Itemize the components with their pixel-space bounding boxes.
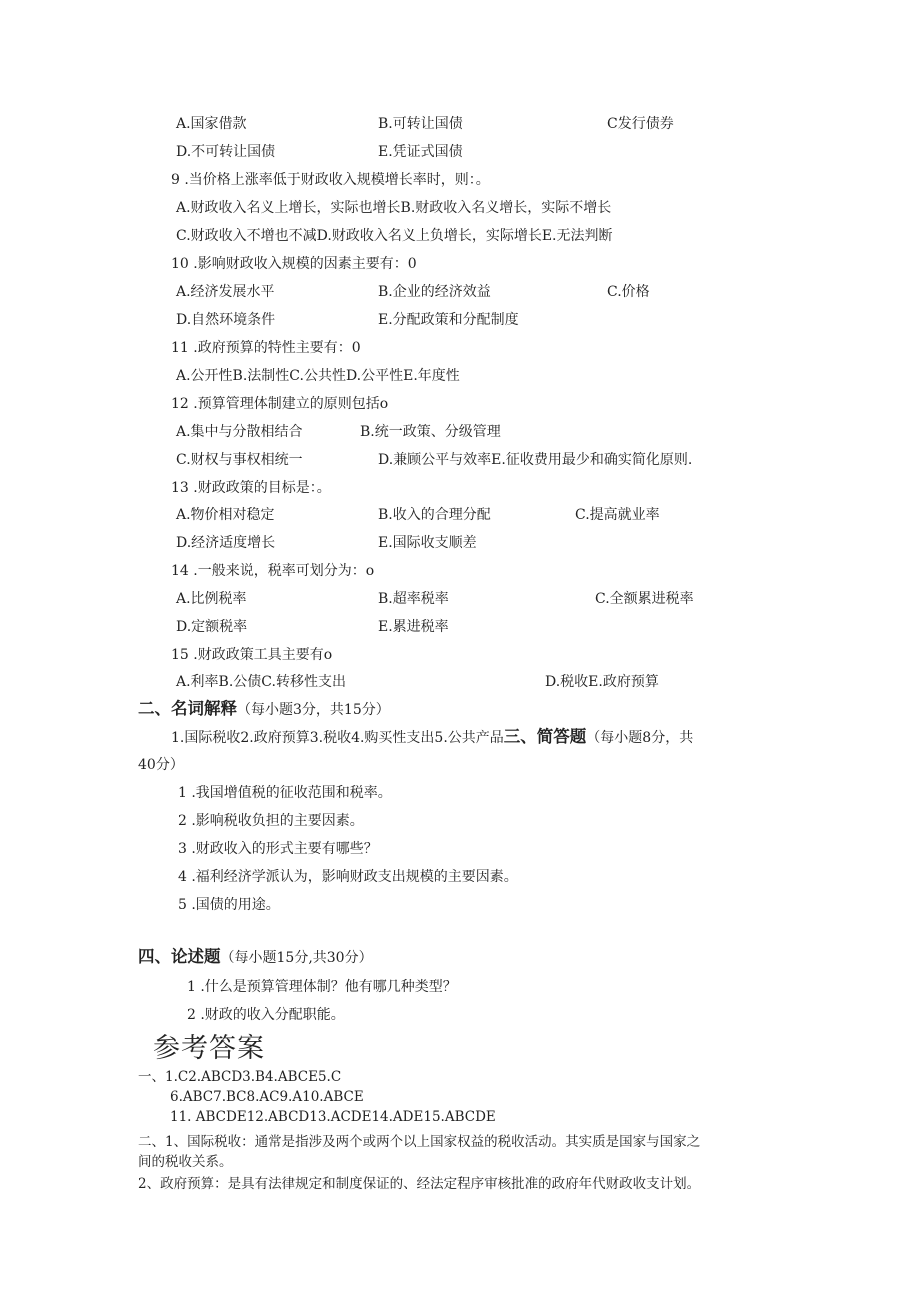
q9-options-line1: A.财政收入名义上增长，实际也增长B.财政收入名义增长，实际不增长 [176,200,612,216]
q14-option-b: B.超率税率 [378,591,449,607]
q8-option-b: B.可转让国债 [378,116,463,132]
q15-option-de: D.税收E.政府预算 [545,674,659,690]
q12-option-de: D.兼顾公平与效率E.征收费用最少和确实简化原则. [378,452,693,468]
q9-options-line2: C.财政收入不增也不减D.财政收入名义上负增长，实际增长E.无法判断 [176,228,613,244]
q10-option-d: D.自然环境条件 [176,312,276,328]
q14-stem: 14 .一般来说，税率可划分为：o [171,563,375,579]
q14-option-d: D.定额税率 [176,619,248,635]
q13-option-a: A.物价相对稳定 [176,507,275,523]
section4-heading [138,946,373,969]
q11-options: A.公开性B.法制性C.公共性D.公平性E.年度性 [176,368,460,384]
answers-definition-2: 2、政府预算：是具有法律规定和制度保证的、经法定程序审核批准的政府年代财政收支计划。 [138,1176,701,1192]
q8-option-c: C发行债券 [607,116,674,132]
q13-stem: 13 .财政政策的目标是：。 [171,480,331,496]
answers-definition-1b: 间的税收关系。 [138,1154,233,1170]
section4-item-1: 1 .什么是预算管理体制？他有哪几种类型？ [187,979,457,995]
section2-title: 二、名词解释 [138,699,237,718]
q13-option-d: D.经济适度增长 [176,535,276,551]
section3-item-5: 5 .国债的用途。 [178,897,280,913]
section2-note: （每小题3分，共15分） [237,702,390,718]
section3-item-2: 2 .影响税收负担的主要因素。 [178,813,364,829]
section4-title: 四、论述题 [138,947,221,966]
q9-stem: 9 .当价格上涨率低于财政收入规模增长率时，则：。 [171,172,490,188]
q14-option-a: A.比例税率 [176,591,247,607]
answers-line-2: 6.ABC7.BC8.AC9.A10.ABCE [170,1089,364,1105]
answers-title: 参考答案 [153,1033,265,1064]
q8-option-e: E.凭证式国债 [378,144,463,160]
q12-option-b: B.统一政策、分级管理 [360,424,501,440]
section3-title: 三、简答题 [503,727,587,746]
q10-option-b: B.企业的经济效益 [378,284,491,300]
q14-option-e: E.累进税率 [378,619,449,635]
section3-item-3: 3 .财政收入的形式主要有哪些？ [178,841,378,857]
q12-option-a: A.集中与分散相结合 [176,424,303,440]
section2-heading [138,698,390,721]
section3-note: （每小题8分，共 [586,730,694,746]
q12-option-c: C.财权与事权相统一 [176,452,303,468]
q12-stem: 12 .预算管理体制建立的原则包括o [171,396,389,412]
q14-option-c: C.全额累进税率 [595,591,694,607]
section2-terms-line [171,727,693,748]
q10-option-a: A.经济发展水平 [176,284,275,300]
q15-option-abc: A.利率B.公债C.转移性支出 [176,674,346,690]
answers-definition-1a: 二、1、国际税收：通常是指涉及两个或两个以上国家权益的税收活动。其实质是国家与国家之 [138,1134,701,1150]
q10-option-e: E.分配政策和分配制度 [378,312,519,328]
q10-option-c: C.价格 [607,284,650,300]
q10-stem: 10 .影响财政收入规模的因素主要有：0 [171,256,417,272]
q13-option-e: E.国际收支顺差 [378,535,477,551]
section4-item-2: 2 .财政的收入分配职能。 [187,1007,345,1023]
section2-terms: 1.国际税收2.政府预算3.税收4.购买性支出5.公共产品 [171,730,504,746]
section4-note: （每小题15分,共30分） [220,950,373,966]
section3-item-4: 4 .福利经济学派认为，影响财政支出规模的主要因素。 [178,869,518,885]
q13-option-c: C.提高就业率 [575,507,660,523]
q15-stem: 15 .财政政策工具主要有o [171,647,333,663]
q8-option-a: A.国家借款 [176,116,247,132]
q8-option-d: D.不可转让国债 [176,144,276,160]
section3-item-1: 1 .我国增值税的征收范围和税率。 [178,785,392,801]
answers-line-3: 11. ABCDE12.ABCD13.ACDE14.ADE15.ABCDE [170,1109,496,1125]
answers-line-1: 一、1.C2.ABCD3.B4.ABCE5.C [138,1069,342,1085]
q11-stem: 11 .政府预算的特性主要有：0 [171,340,361,356]
section3-note-cont: 40分） [138,757,184,773]
q13-option-b: B.收入的合理分配 [378,507,491,523]
